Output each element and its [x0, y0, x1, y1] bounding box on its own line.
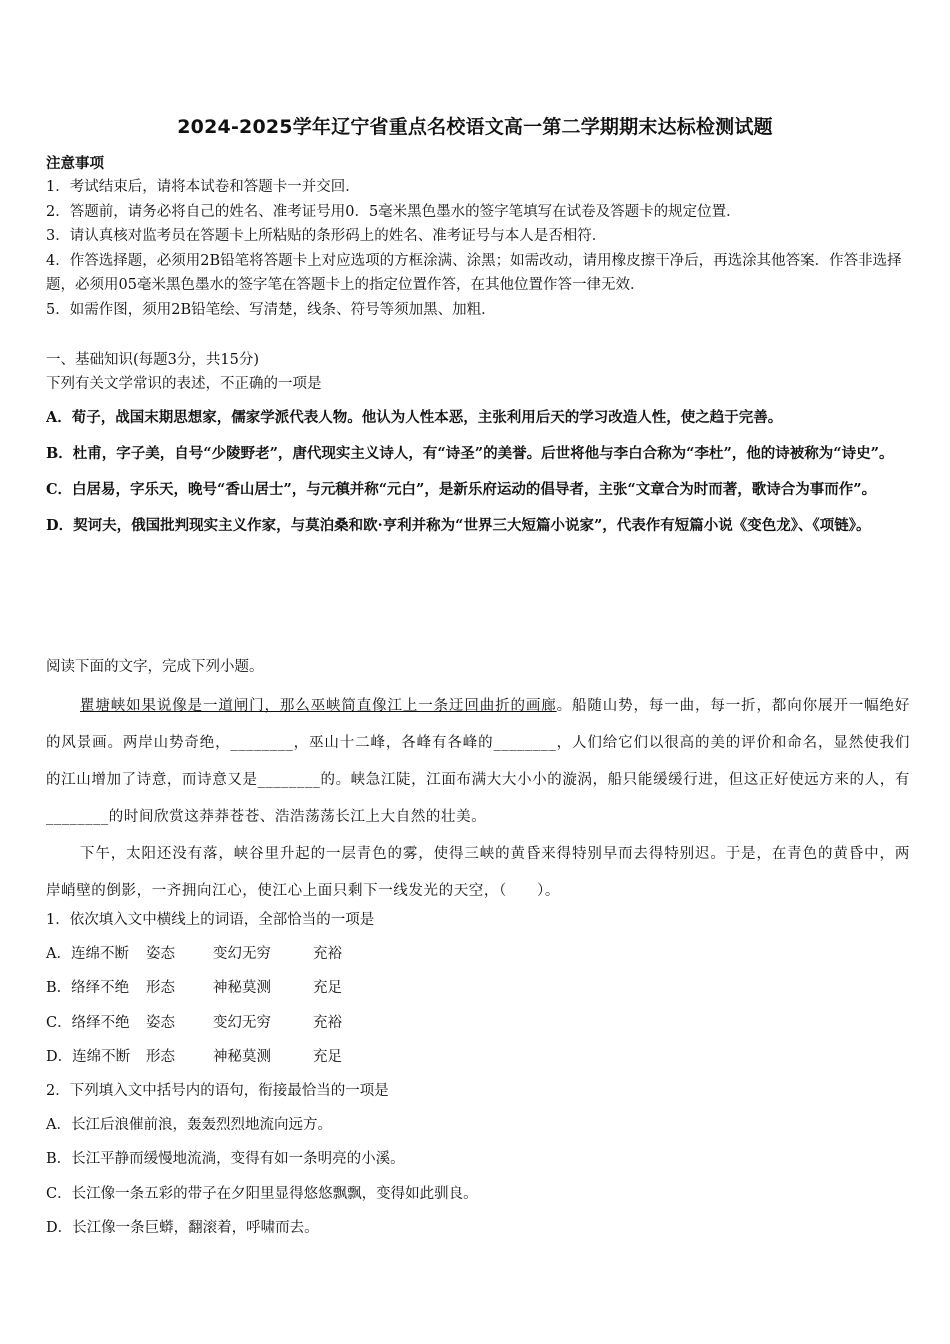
section-basic-knowledge	[46, 348, 910, 544]
question-1-stem: 1．依次填入文中横线上的词语，全部恰当的一项是	[46, 912, 375, 928]
page-title: 2024-2025学年辽宁省重点名校语文高一第二学期期末达标检测试题	[177, 116, 773, 138]
option-word: 神秘莫测	[213, 980, 271, 997]
notice-item: 3．请认真核对监考员在答题卡上所粘贴的条形码上的姓名、准考证号与本人是否相符．	[46, 228, 607, 244]
option-word: 变幻无穷	[213, 1014, 271, 1031]
option-label: A．连绵不断	[46, 946, 129, 963]
question-2-stem: 2．下列填入文中括号内的语句，衔接最恰当的一项是	[46, 1083, 389, 1100]
notice-item: 5．如需作图，须用2B铅笔绘、写清楚，线条、符号等须加黑、加粗．	[46, 301, 496, 318]
q2-option-c: C．长江像一条五彩的带子在夕阳里显得悠悠飘飘，变得如此驯良。	[46, 1185, 478, 1202]
q2-option-a: A．长江后浪催前浪，轰轰烈烈地流向远方。	[46, 1117, 332, 1134]
question-list	[46, 903, 910, 1245]
notice-item: 4．作答选择题，必须用2B铅笔将答题卡上对应选项的方框涂满、涂黑；如需改动，请用橡皮擦干净后，再选涂其他答案．作答非选择题，必须用05毫米黑色墨水的签字笔在答题卡上的指定位置作答，在其他位置作答一律无效．	[46, 252, 902, 293]
notice-heading: 注意事项	[46, 156, 104, 172]
q1-option-c	[46, 1006, 910, 1040]
q1-option-d	[46, 1040, 910, 1074]
option-a: A．荀子，战国末期思想家，儒家学派代表人物。他认为人性本恶，主张利用后天的学习改造人性，使之趋于完善。	[46, 409, 783, 426]
option-c: C．白居易，字乐天，晚号“香山居士”，与元稹并称“元白”，是新乐府运动的倡导者，主张“文章合为时而著，歌诗合为事而作”。	[46, 481, 877, 498]
option-label: B．络绎不绝	[46, 980, 130, 997]
option-label: D．连绵不断	[46, 1048, 131, 1065]
option-word: 充裕	[313, 1014, 342, 1031]
notice-item: 2．答题前，请务必将自己的姓名、准考证号用0．5毫米黑色墨水的签字笔填写在试卷及答题卡的规定位置．	[46, 203, 741, 220]
reading-passage	[46, 688, 910, 910]
passage-paragraph-1	[46, 688, 910, 836]
option-list	[46, 400, 910, 544]
passage-paragraph-2: 下午，太阳还没有落，峡谷里升起的一层青色的雾，使得三峡的黄昏来得特别早而去得特别迟。于是，在青色的黄昏中，两岸峭壁的倒影，一齐拥向江心，使江心上面只剩下一线发光的天空，（ ）。	[46, 846, 910, 899]
option-word: 形态	[146, 1048, 175, 1065]
option-b: B．杜甫，字子美，自号“少陵野老”，唐代现实主义诗人，有“诗圣”的美誉。后世将他与李白合称为“李杜”，他的诗被称为“诗史”。	[46, 445, 894, 462]
q2-option-b: B．长江平静而缓慢地流淌，变得有如一条明亮的小溪。	[46, 1151, 405, 1168]
option-word: 充足	[313, 1048, 342, 1065]
notice-list	[46, 175, 910, 322]
option-word: 姿态	[146, 1014, 175, 1031]
option-word: 充裕	[313, 946, 342, 963]
option-word: 形态	[146, 980, 175, 997]
option-word: 姿态	[146, 946, 175, 963]
option-word: 神秘莫测	[213, 1048, 271, 1065]
notice-item: 1．考试结束后，请将本试卷和答题卡一并交回．	[46, 179, 360, 195]
reading-instruction: 阅读下面的文字，完成下列小题。	[46, 659, 264, 675]
option-word: 变幻无穷	[213, 946, 271, 963]
q1-option-b	[46, 971, 910, 1005]
section-heading: 一、基础知识(每题3分，共15分)	[46, 352, 259, 368]
option-label: C．络绎不绝	[46, 1014, 130, 1031]
option-word: 充足	[313, 980, 342, 997]
paragraph-text: 。船随山势，每一曲，每一折，都向你展开一幅绝好的风景画。两岸山势奇绝，________，巫山十二峰，各峰有各峰的________，人们给它们以很高的美的评价和命名，显然使我们的江山增加了诗意，而诗意又是________的。峡急江陡，江面布满大大小小的漩涡，船只能缓缓行进，但这正好使远方来的人，有________的时间欣赏这莽莽苍苍、浩浩荡荡长江上大自然的壮美。	[46, 698, 910, 825]
q1-option-a	[46, 937, 910, 971]
underlined-sentence: 瞿塘峡如果说像是一道闸门，那么巫峡简直像江上一条迂回曲折的画廊	[80, 698, 557, 714]
q2-option-d: D．长江像一条巨蟒，翻滚着，呼啸而去。	[46, 1219, 319, 1236]
question-stem: 下列有关文学常识的表述，不正确的一项是	[46, 376, 322, 392]
option-d: D．契诃夫，俄国批判现实主义作家，与莫泊桑和欧·亨利并称为“世界三大短篇小说家”，代表作有短篇小说《变色龙》、《项链》。	[46, 517, 871, 534]
